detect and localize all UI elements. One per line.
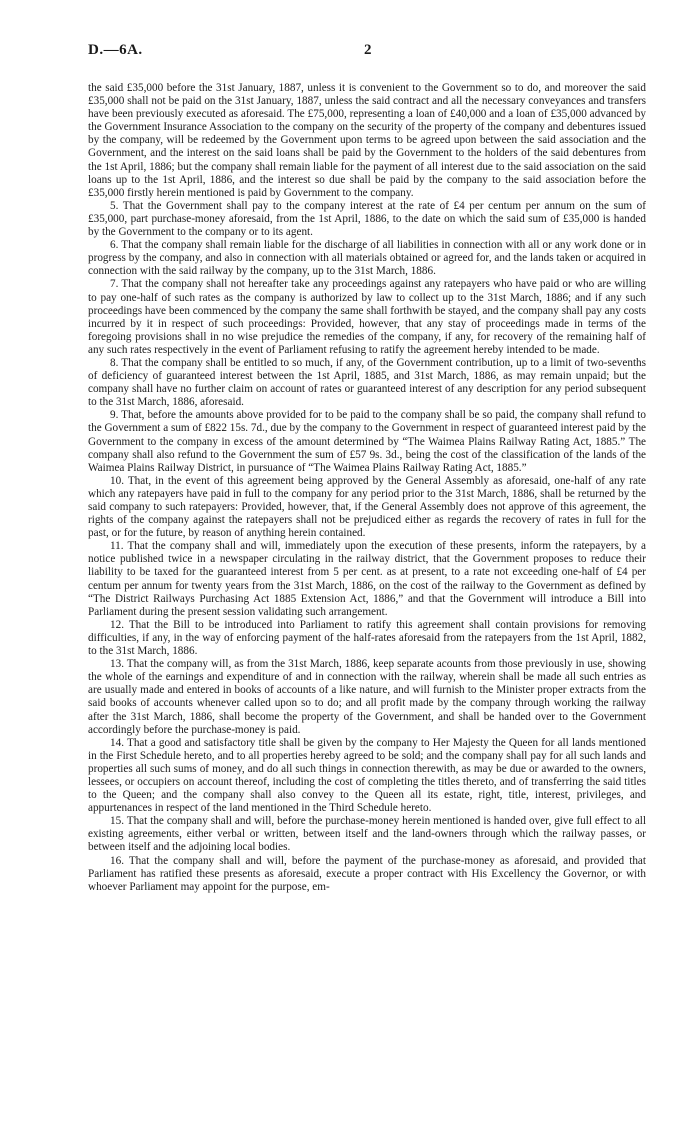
clause-5: 5. That the Government shall pay to the company interest at the rate of £4 per centum per annum on the sum of £35,000, part purchase-money aforesaid, from the 1st April, 1886, to the date on which the said sum of £35,000 is handed by the Government to the company or to its agent. [88, 199, 646, 239]
clause-6: 6. That the company shall remain liable for the discharge of all liabilities in connection with all or any work done or in progress by the company, and also in connection with all materials obtained or agreed for, and the lands taken or acquired in connection with the said railway by the company, up to the 31st March, 1886. [88, 239, 646, 278]
clause-8: 8. That the company shall be entitled to so much, if any, of the Government contribution, up to a limit of two-sevenths of deficiency of guaranteed interest between the 1st April, 1885, and 31st March, 1886, as may remain unpaid; but the company shall have no further claim on account of rates or guaranteed interest of any description for any period subsequent to the 31st March, 1886, aforesaid. [88, 356, 646, 409]
clause-16: 16. That the company shall and will, before the payment of the purchase-money as aforesaid, and provided that Parliament has ratified these presents as aforesaid, execute a proper contract with His Excellency the Governor, or with whoever Parliament may appoint for the purpose, em- [88, 854, 646, 893]
clause-10: 10. That, in the event of this agreement being approved by the General Assembly as aforesaid, one-half of any rate which any ratepayers have paid in full to the company for any period prior to the 31st March, 1886, shall be returned by the said company to such ratepayers: Provided, however, that, if the General Assembly does not approve of this agreement, the rights of the company against the ratepayers shall not be prejudiced either as regards the recovery of rates in full for the past, or for the future, by reason of anything herein contained. [88, 474, 646, 540]
body-text [88, 82, 646, 894]
clause-13: 13. That the company will, as from the 31st March, 1886, keep separate acounts from those previously in use, showing the whole of the earnings and expenditure of and in connection with the railway, wherein shall be made all such entries as are usually made and entered in books of accounts of a like nature, and will furnish to the Minister proper extracts from the said books of accounts whenever called upon so to do; and all profit made by the company through working the railway after the 31st March, 1886, shall become the property of the Government, and shall be handed over to the Government accordingly before the purchase-money is paid. [88, 658, 646, 736]
clause-9: 9. That, before the amounts above provided for to be paid to the company shall be so paid, the company shall refund to the Government a sum of £822 15s. 7d., due by the company to the Government in respect of guaranteed interest paid by the Government to the company in excess of the amount determined by “The Waimea Plains Railway Rating Act, 1885.” The company shall also refund to the Government the sum of £57 9s. 3d., being the cost of the classification of the lands of the Waimea Plains Railway District, in pursuance of “The Waimea Plains Railway Rating Act, 1885.” [88, 409, 646, 474]
clause-7: 7. That the company shall not hereafter take any proceedings against any ratepayers who have paid or who are willing to pay one-half of such rates as the company is authorized by law to collect up to the 31st March, 1886; and if any such proceedings have been commenced by the company the same shall forthwith be stayed, and the company shall pay any costs incurred by it in respect of such proceedings: Provided, however, that any stay of proceedings made in terms of the foregoing provisions shall in no wise prejudice the remedies of the company, if any, for recovery of the remaining half of any such rates respectively in the event of Parliament refusing to ratify the agreement hereby intended to be made. [88, 278, 646, 356]
clause-15: 15. That the company shall and will, before the purchase-money herein mentioned is handed over, give full effect to all existing agreements, either verbal or written, between itself and the land-owners through which the railway passes, or between itself and the adjoining local bodies. [88, 815, 646, 854]
document-reference: D.—6A. [88, 42, 143, 58]
clause-12: 12. That the Bill to be introduced into Parliament to ratify this agreement shall contain provisions for removing difficulties, if any, in the way of enforcing payment of the half-rates aforesaid from the ratepayers from the 1st April, 1882, to the 31st March, 1886. [88, 618, 646, 658]
page-number: 2 [364, 42, 372, 58]
clause-14: 14. That a good and satisfactory title shall be given by the company to Her Majesty the Queen for all lands mentioned in the First Schedule hereto, and to all properties hereby agreed to be sold; and the company shall pay for all such lands and properties all such sums of money, and do all such things in connection therewith, as may be due or awarded to the owners, lessees, or occupiers on account thereof, including the cost of completing the titles thereto, and of transferring the said titles to the Queen; and the company shall also convey to the Queen all its estate, right, title, interest, privileges, and appurtenances in respect of the land mentioned in the Third Schedule hereto. [88, 736, 646, 815]
paragraph-continued: the said £35,000 before the 31st January, 1887, unless it is convenient to the Government so to do, and moreover the said £35,000 shall not be paid on the 31st January, 1887, unless the said contract and all the necessary conveyances and transfers have been previously executed as aforesaid. The £75,000, representing a loan of £40,000 and a loan of £35,000 advanced by the Government Insurance Association to the company on the security of the property of the company and debentures issued by the company, will be redeemed by the Government upon terms to be agreed upon between the said association and the Government, and the interest on the said loans shall be paid by the Government to the holders of the said debentures from the 1st April, 1886; but the company shall remain liable for the payment of all interest due to the said association on the said loans up to the 1st April, 1886, and the interest so due shall be paid by the company to the said association before the £35,000 firstly herein mentioned is paid by Government to the company. [88, 82, 646, 199]
page-header [88, 42, 646, 82]
clause-11: 11. That the company shall and will, immediately upon the execution of these presents, inform the ratepayers, by a notice published twice in a newspaper circulating in the railway district, that the Government proposes to reduce their liability to be taxed for the guaranteed interest from 5 per cent. as at present, to a rate not exceeding one-half of £4 per centum per annum for twenty years from the 31st March, 1886, on the cost of the railway to the Government as defined by “The District Railways Purchasing Act 1885 Extension Act, 1886,” and that the Government will introduce a Bill into Parliament during the present session validating such arrangement. [88, 540, 646, 618]
